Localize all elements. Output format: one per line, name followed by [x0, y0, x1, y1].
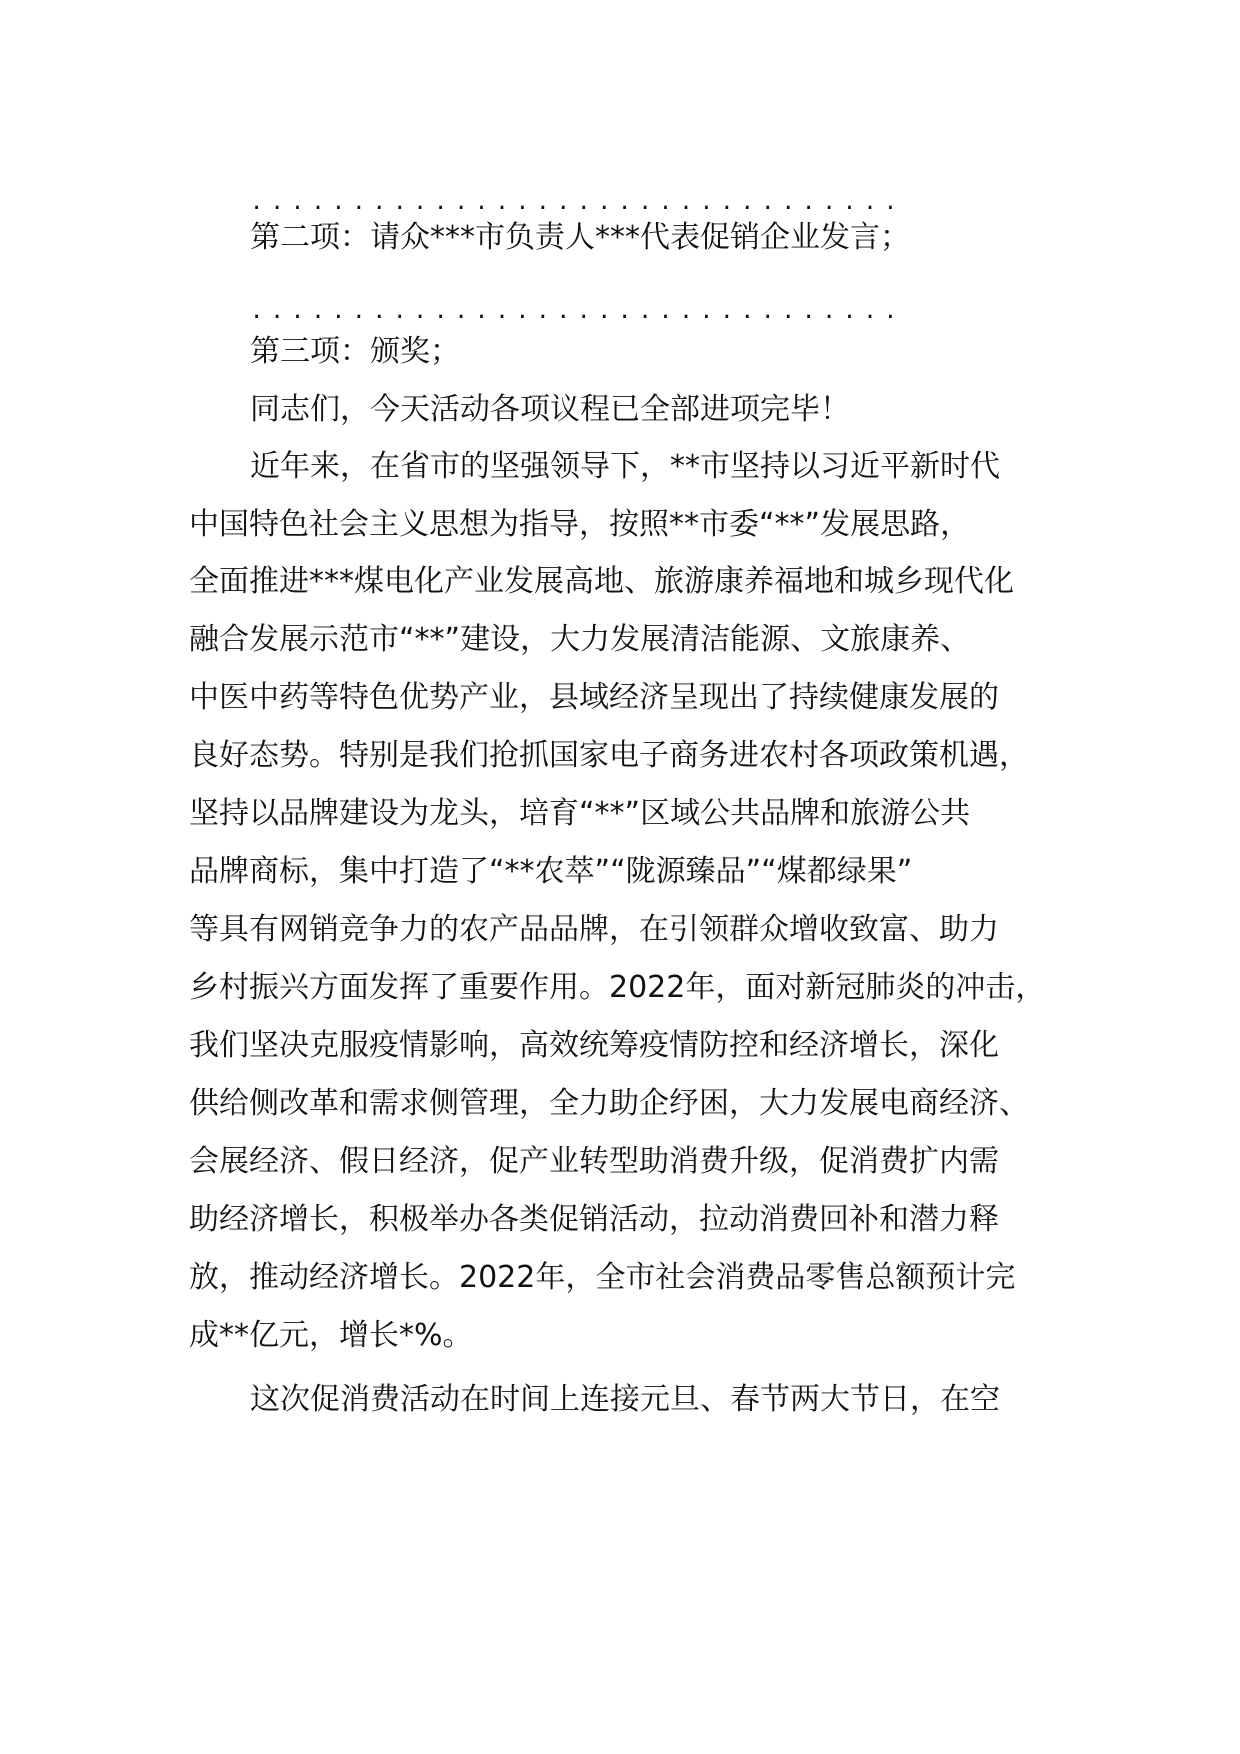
- paragraph-line: 中医中药等特色优势产业，县域经济呈现出了持续健康发展的: [189, 680, 999, 715]
- paragraph-line: 坚持以品牌建设为龙头，培育“**”区域公共品牌和旅游公共: [189, 796, 971, 831]
- agenda-item-3: 第三项：颁奖；: [250, 334, 460, 369]
- agenda-item-2: 第二项：请众***市负责人***代表促销企业发言；: [250, 220, 910, 255]
- paragraph-line: 中国特色社会主义思想为指导，按照**市委“**”发展思路，: [189, 507, 971, 542]
- closing-announcement: 同志们，今天活动各项议程已全部进项完毕！: [250, 392, 850, 427]
- paragraph-line: 放，推动经济增长。2022年，全市社会消费品零售总额预计完: [189, 1260, 1016, 1295]
- paragraph-line: 近年来，在省市的坚强领导下，**市坚持以习近平新时代: [250, 449, 1000, 484]
- paragraph-line: 良好态势。特别是我们抢抓国家电子商务进农村各项政策机遇，: [189, 738, 1029, 773]
- paragraph-line: 等具有网销竞争力的农产品品牌，在引领群众增收致富、助力: [189, 912, 999, 947]
- paragraph-line: 这次促消费活动在时间上连接元旦、春节两大节日，在空: [250, 1382, 1000, 1417]
- paragraph-line: 供给侧改革和需求侧管理，全力助企纾困，大力发展电商经济、: [189, 1086, 1029, 1121]
- ellipsis-line-1: ................................: [250, 190, 905, 215]
- paragraph-line: 会展经济、假日经济，促产业转型助消费升级，促消费扩内需: [189, 1144, 999, 1179]
- paragraph-line: 融合发展示范市“**”建设，大力发展清洁能源、文旅康养、: [189, 622, 971, 657]
- paragraph-line: 全面推进***煤电化产业发展高地、旅游康养福地和城乡现代化: [189, 564, 1014, 599]
- paragraph-line: 乡村振兴方面发挥了重要作用。2022年，面对新冠肺炎的冲击，: [189, 970, 1046, 1005]
- paragraph-line: 成**亿元，增长*%。: [189, 1318, 473, 1353]
- ellipsis-line-2: ................................: [250, 299, 905, 324]
- paragraph-line: 助经济增长，积极举办各类促销活动，拉动消费回补和潜力释: [189, 1202, 999, 1237]
- paragraph-line: 品牌商标，集中打造了“**农萃”“陇源臻品”“煤都绿果”: [189, 854, 913, 889]
- paragraph-line: 我们坚决克服疫情影响，高效统筹疫情防控和经济增长，深化: [189, 1028, 999, 1063]
